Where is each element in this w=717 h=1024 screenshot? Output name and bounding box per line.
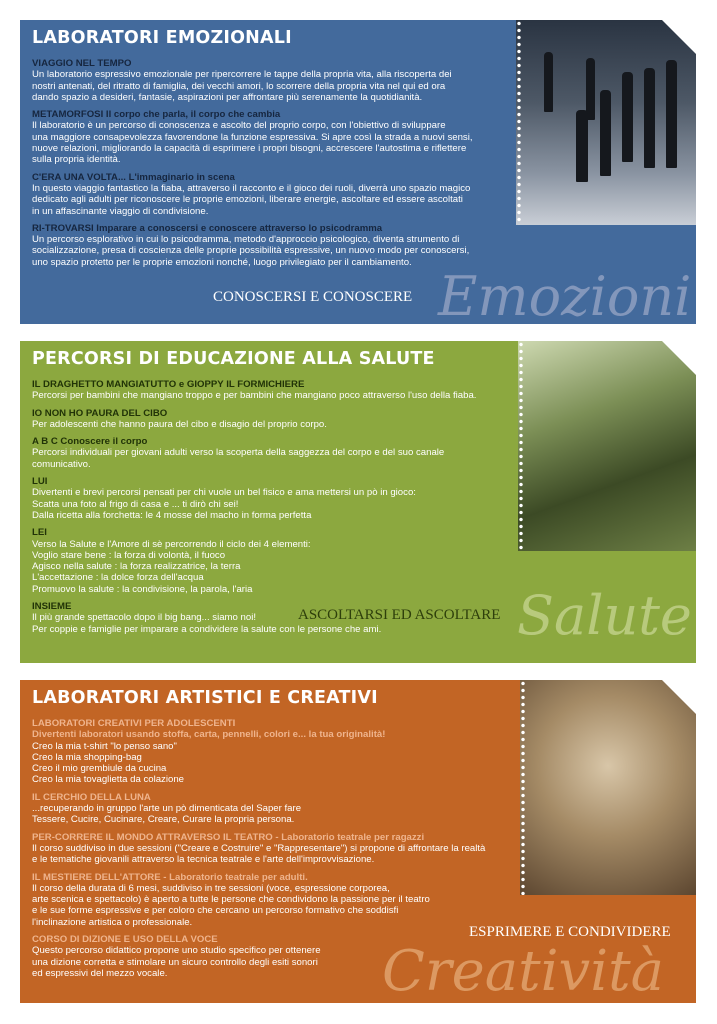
program-title: IO NON HO PAURA DEL CIBO — [32, 407, 168, 419]
program-text: Tessere, Cucire, Cucinare, Creare, Curare la propria persona. — [32, 814, 295, 826]
section-title: LABORATORI EMOZIONALI — [32, 28, 292, 48]
program-text: Voglio stare bene : la forza di volontà, il fuoco — [32, 549, 226, 561]
program-text: dedicato agli adulti per riconoscere le proprie emozioni, liberare energie, ascoltare ed essere ascoltati — [32, 194, 463, 206]
program-title: C'ERA UNA VOLTA... L'immaginario in scena — [32, 171, 235, 183]
program-text: L'accettazione : la dolce forza dell'acqua — [32, 572, 204, 584]
folded-corner — [662, 20, 696, 54]
program-text: Creo il mio grembiule da cucina — [32, 763, 167, 775]
panel-salute — [20, 341, 696, 663]
program-text: Il più grande spettacolo dopo il big bang... siamo noi! — [32, 612, 257, 624]
program-item — [32, 109, 512, 165]
program-title: LABORATORI CREATIVI PER ADOLESCENTI — [32, 718, 236, 729]
film-perforation — [516, 20, 522, 225]
panel-creativita — [20, 680, 696, 1003]
program-text: sulla propria identità. — [32, 154, 121, 166]
program-text: Divertenti e brevi percorsi pensati per chi vuole un bel fisico e ama mettersi un pò in gioco: — [32, 487, 416, 499]
program-text: Percorsi per bambini che mangiano troppo e per bambini che mangiano poco attraverso l'uso della fiaba. — [32, 390, 477, 402]
program-text: Un percorso esplorativo in cui lo psicodramma, metodo d'approccio psicologico, diventa strumento di — [32, 234, 460, 246]
program-item — [32, 223, 512, 268]
program-text: nostri antenati, del ritratto di famiglia, dei vecchi amori, lo scorrere della propria vita nel qui ed ora — [32, 80, 446, 92]
program-title: LUI — [32, 476, 48, 488]
program-title: IL MESTIERE DELL'ATTORE - Laboratorio teatrale per adulti. — [32, 871, 308, 883]
program-text: Il laboratorio è un percorso di conoscenza e ascolto del proprio corpo, con l'obiettivo di sviluppare — [32, 120, 446, 132]
film-perforation — [520, 680, 526, 895]
program-text: comunicativo. — [32, 458, 91, 470]
program-item — [32, 792, 510, 826]
program-text: Percorsi individuali per giovani adulti verso la scoperta della saggezza del corpo e del suo canale — [32, 447, 445, 459]
program-text: Il corso suddiviso in due sessioni ("Creare e Costruire" e "Rappresentare") si propone di affrontare la realtà — [32, 842, 486, 854]
program-text: e le tematiche giovanili attraverso la tecnica teatrale e l'arte dell'improvvisazione. — [32, 854, 375, 866]
program-title: RI-TROVARSI Imparare a conoscersi e conoscere attraverso lo psicodramma — [32, 222, 383, 234]
section-title: PERCORSI DI EDUCAZIONE ALLA SALUTE — [32, 349, 435, 369]
program-text: Agisco nella salute : la forza realizzatrice, la terra — [32, 561, 241, 573]
program-item — [32, 379, 518, 402]
person-figure — [644, 68, 655, 168]
person-figure — [600, 90, 611, 176]
program-item — [32, 58, 512, 103]
program-text: Un laboratorio espressivo emozionale per ripercorrere le tappe della propria vita, alla riscoperta dei — [32, 69, 452, 81]
folded-corner — [662, 680, 696, 714]
program-title: IL CERCHIO DELLA LUNA — [32, 791, 151, 803]
section-script-word: Emozioni — [438, 265, 692, 324]
program-text: Promuovo la salute : la condivisione, la parola, l'aria — [32, 583, 253, 595]
program-item — [32, 832, 510, 866]
program-text: Creo la mia shopping-bag — [32, 751, 142, 763]
program-text: Scatta una foto al frigo di casa e ... ti dirò chi sei! — [32, 498, 239, 510]
program-subtitle: Divertenti laboratori usando stoffa, carta, pennelli, colori e... la tua originalità! — [32, 729, 386, 741]
program-title: CORSO DI DIZIONE E USO DELLA VOCE — [32, 934, 218, 946]
program-title: A B C Conoscere il corpo — [32, 436, 148, 448]
program-item — [32, 527, 518, 595]
program-title: INSIEME — [32, 601, 72, 613]
person-figure — [586, 58, 595, 120]
folded-corner — [662, 341, 696, 375]
program-text: Questo percorso didattico propone uno studio specifico per ottenere — [32, 945, 321, 957]
program-item — [32, 476, 518, 521]
section-content — [32, 58, 512, 274]
panel-emozioni — [20, 20, 696, 324]
person-figure — [622, 72, 633, 162]
section-content — [32, 379, 518, 641]
program-text: Per coppie e famiglie per imparare a condividere la salute con le persone che ami. — [32, 623, 382, 635]
program-title: LEI — [32, 527, 47, 539]
program-text: dando spazio a desideri, fantasie, aspirazioni per affrontare più serenamente la quotidianità. — [32, 91, 423, 103]
program-text: e le sue forme espressive e per coloro che cercano un percorso formativo che soddisfi — [32, 905, 399, 917]
program-title: IL DRAGHETTO MANGIATUTTO e GIOPPY IL FORMICHIERE — [32, 379, 305, 390]
person-figure — [666, 60, 677, 168]
program-text: Creo la mia tovaglietta da colazione — [32, 774, 184, 786]
person-figure — [544, 52, 553, 112]
program-text: arte scenica e spettacolo) è aperto a tutte le persone che condividono la passione per il teatro — [32, 894, 430, 906]
section-tagline: CONOSCERSI E CONOSCERE — [213, 289, 413, 305]
program-text: nuove relazioni, migliorando la capacità di esprimere i propri bisogni, accrescere l'autostima e riflettere — [32, 143, 467, 155]
program-item — [32, 408, 518, 431]
program-text: in un affascinante viaggio di condivisione. — [32, 205, 209, 217]
film-perforation — [518, 341, 524, 551]
section-tagline: ESPRIMERE E CONDIVIDERE — [469, 924, 671, 940]
program-item — [32, 172, 512, 217]
program-title: METAMORFOSI Il corpo che parla, il corpo che cambia — [32, 109, 281, 121]
program-text: In questo viaggio fantastico la fiaba, attraverso il racconto e il gioco dei ruoli, diverrà uno spazio magico — [32, 182, 471, 194]
program-text: una maggiore consapevolezza favorendone la funzione espressiva. Si apre così la strada a nuovi sensi, — [32, 131, 473, 143]
program-item — [32, 718, 510, 786]
program-text: ...recuperando in gruppo l'arte un pò dimenticata del Saper fare — [32, 803, 302, 815]
section-script-word: Salute — [517, 584, 692, 647]
program-item — [32, 436, 518, 470]
section-script-word: Creatività — [382, 939, 664, 1003]
section-tagline: ASCOLTARSI ED ASCOLTARE — [298, 607, 501, 623]
section-title: LABORATORI ARTISTICI E CREATIVI — [32, 688, 378, 708]
program-text: socializzazione, presa di coscienza delle proprie possibilità espressive, un nuovo modo per conoscersi, — [32, 245, 470, 257]
program-title: PER-CORRERE IL MONDO ATTRAVERSO IL TEATRO - Laboratorio teatrale per ragazzi — [32, 831, 425, 843]
program-text: l'inclinazione artistica o professionale. — [32, 916, 193, 928]
program-text: Dalla ricetta alla forchetta: le 4 mosse del macho in forma perfetta — [32, 509, 312, 521]
program-text: una dizione corretta e stimolare un sicuro controllo degli esiti sonori — [32, 956, 318, 968]
program-text: ed espressivi del mezzo vocale. — [32, 967, 168, 979]
program-title: VIAGGIO NEL TEMPO — [32, 58, 132, 69]
program-text: uno spazio protetto per le proprie emozioni nonché, luogo privilegiato per il cambiamento. — [32, 256, 412, 268]
person-figure — [576, 110, 588, 182]
program-item — [32, 872, 510, 928]
program-text: Per adolescenti che hanno paura del cibo e disagio del proprio corpo. — [32, 418, 327, 430]
program-text: Creo la mia t-shirt "lo penso sano" — [32, 740, 177, 752]
program-text: Il corso della durata di 6 mesi, suddiviso in tre sessioni (voce, espressione corporea, — [32, 882, 390, 894]
program-text: Verso la Salute e l'Amore di sè percorrendo il ciclo dei 4 elementi: — [32, 538, 311, 550]
